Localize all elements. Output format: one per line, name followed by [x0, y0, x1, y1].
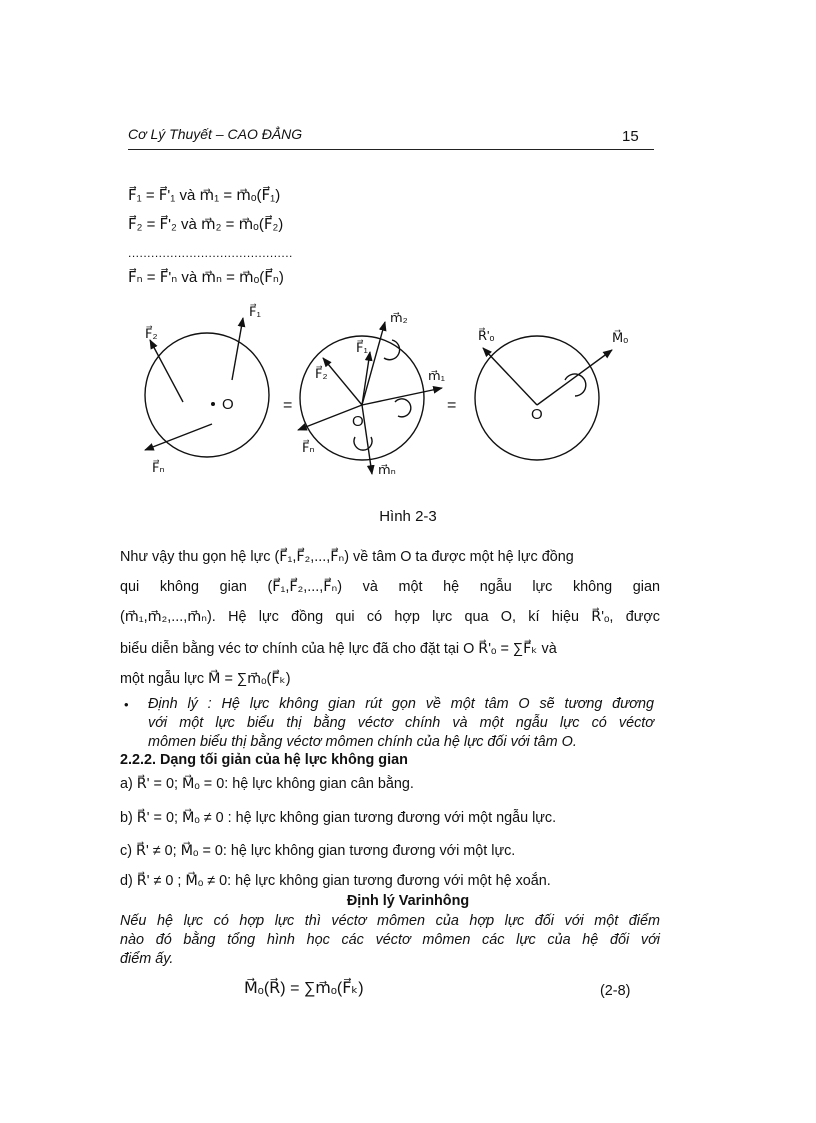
left-label-f1: F⃗₁ — [249, 304, 261, 319]
right-m-arrow — [537, 350, 612, 405]
right-label-m: M⃗ₒ — [612, 330, 629, 345]
middle-label-mn: m⃗ₙ — [378, 462, 396, 477]
left-center-dot — [211, 402, 215, 406]
para-line-3: (m⃗₁,m⃗₂,...,m⃗ₙ). Hệ lực đồng qui có hợp lực qua O, kí hiệu R⃗'ₒ, được — [120, 609, 660, 625]
varignon-title: Định lý Varinhông — [346, 893, 470, 909]
left-label-fn: F⃗ₙ — [152, 460, 165, 475]
varignon-line-3: điểm ấy. — [120, 951, 174, 967]
case-b: b) R⃗' = 0; M⃗ₒ ≠ 0 : hệ lực không gian tương đương với một ngẫu lực. — [120, 810, 557, 826]
middle-label-m1: m⃗₁ — [428, 368, 446, 383]
theorem-line-3: mômen biểu thị bằng véctơ mômen chính của hệ lực đối với tâm O. — [148, 734, 577, 750]
equation-f2: F⃗₂ = F⃗'₂ và m⃗₂ = m⃗ₒ(F⃗₂) — [128, 216, 284, 233]
case-a: a) R⃗' = 0; M⃗ₒ = 0: hệ lực không gian cân bằng. — [120, 776, 414, 792]
middle-label-fn: F⃗ₙ — [302, 440, 315, 455]
para-line-1: Như vậy thu gọn hệ lực (F⃗₁,F⃗₂,...,F⃗ₙ) về tâm O ta được một hệ lực đồng — [120, 549, 574, 565]
right-label-o: O — [531, 406, 543, 423]
bullet-marker: • — [124, 697, 129, 712]
para-line-5: một ngẫu lực M⃗ = ∑m⃗ₒ(F⃗ₖ) — [120, 671, 291, 687]
middle-moment-arc-2 — [395, 399, 411, 417]
equation-fn: F⃗ₙ = F⃗'ₙ và m⃗ₙ = m⃗ₒ(F⃗ₙ) — [128, 269, 284, 286]
figure-caption: Hình 2-3 — [379, 508, 437, 525]
case-c: c) R⃗' ≠ 0; M⃗ₒ = 0: hệ lực không gian tương đương với một lực. — [120, 843, 516, 859]
varignon-line-1: Nếu hệ lực có hợp lực thì véctơ mômen của hợp lực đối với một điểm — [120, 913, 660, 929]
left-label-f2: F⃗₂ — [145, 326, 158, 341]
equation-f1: F⃗₁ = F⃗'₁ và m⃗₁ = m⃗ₒ(F⃗₁) — [128, 187, 281, 204]
left-circle — [145, 333, 269, 457]
left-f1-arrow — [232, 318, 243, 380]
varignon-formula: M⃗ₒ(R⃗) = ∑m⃗ₒ(F⃗ₖ) — [244, 980, 364, 997]
middle-moment-arc-3 — [354, 437, 372, 450]
middle-m2-arrow — [362, 322, 385, 405]
right-r-arrow — [483, 348, 537, 405]
left-f2-arrow — [150, 340, 183, 402]
middle-f2-arrow — [323, 358, 362, 405]
middle-label-m2: m⃗₂ — [390, 310, 408, 325]
middle-label-f2: F⃗₂ — [315, 366, 328, 381]
middle-m1-arrow — [362, 388, 442, 405]
para-line-4: biểu diễn bằng véc tơ chính của hệ lực đã cho đặt tại O R⃗'ₒ = ∑F⃗ₖ và — [120, 641, 557, 657]
para-line-2: qui không gian (F⃗₁,F⃗₂,...,F⃗ₙ) và một hệ ngẫu lực không gian — [120, 579, 660, 595]
middle-label-f1: F⃗₁ — [356, 340, 368, 355]
case-d: d) R⃗' ≠ 0 ; M⃗ₒ ≠ 0: hệ lực không gian tương đương với một hệ xoắn. — [120, 873, 551, 889]
section-heading: 2.2.2. Dạng tối giản của hệ lực không gian — [120, 752, 408, 768]
right-circle — [475, 336, 599, 460]
theorem-line-2: với một lực biểu thị bằng véctơ chính và một ngẫu lực có véctơ — [148, 715, 654, 731]
left-label-o: O — [222, 396, 234, 413]
running-header-title: Cơ Lý Thuyết – CAO ĐẲNG — [128, 126, 303, 142]
formula-number: (2-8) — [600, 983, 631, 999]
equals-sign-1: = — [283, 397, 293, 414]
page-number: 15 — [622, 128, 639, 145]
varignon-line-2: nào đó bằng tổng hình học các véctơ mômen các lực của hệ đối với — [120, 932, 660, 948]
equals-sign-2: = — [447, 397, 457, 414]
equation-ellipsis: ........................................... — [128, 246, 293, 260]
middle-label-o: O — [352, 413, 364, 430]
right-label-r: R⃗'ₒ — [478, 328, 495, 343]
theorem-line-1: Định lý : Hệ lực không gian rút gọn về một tâm O sẽ tương đương — [148, 696, 654, 712]
